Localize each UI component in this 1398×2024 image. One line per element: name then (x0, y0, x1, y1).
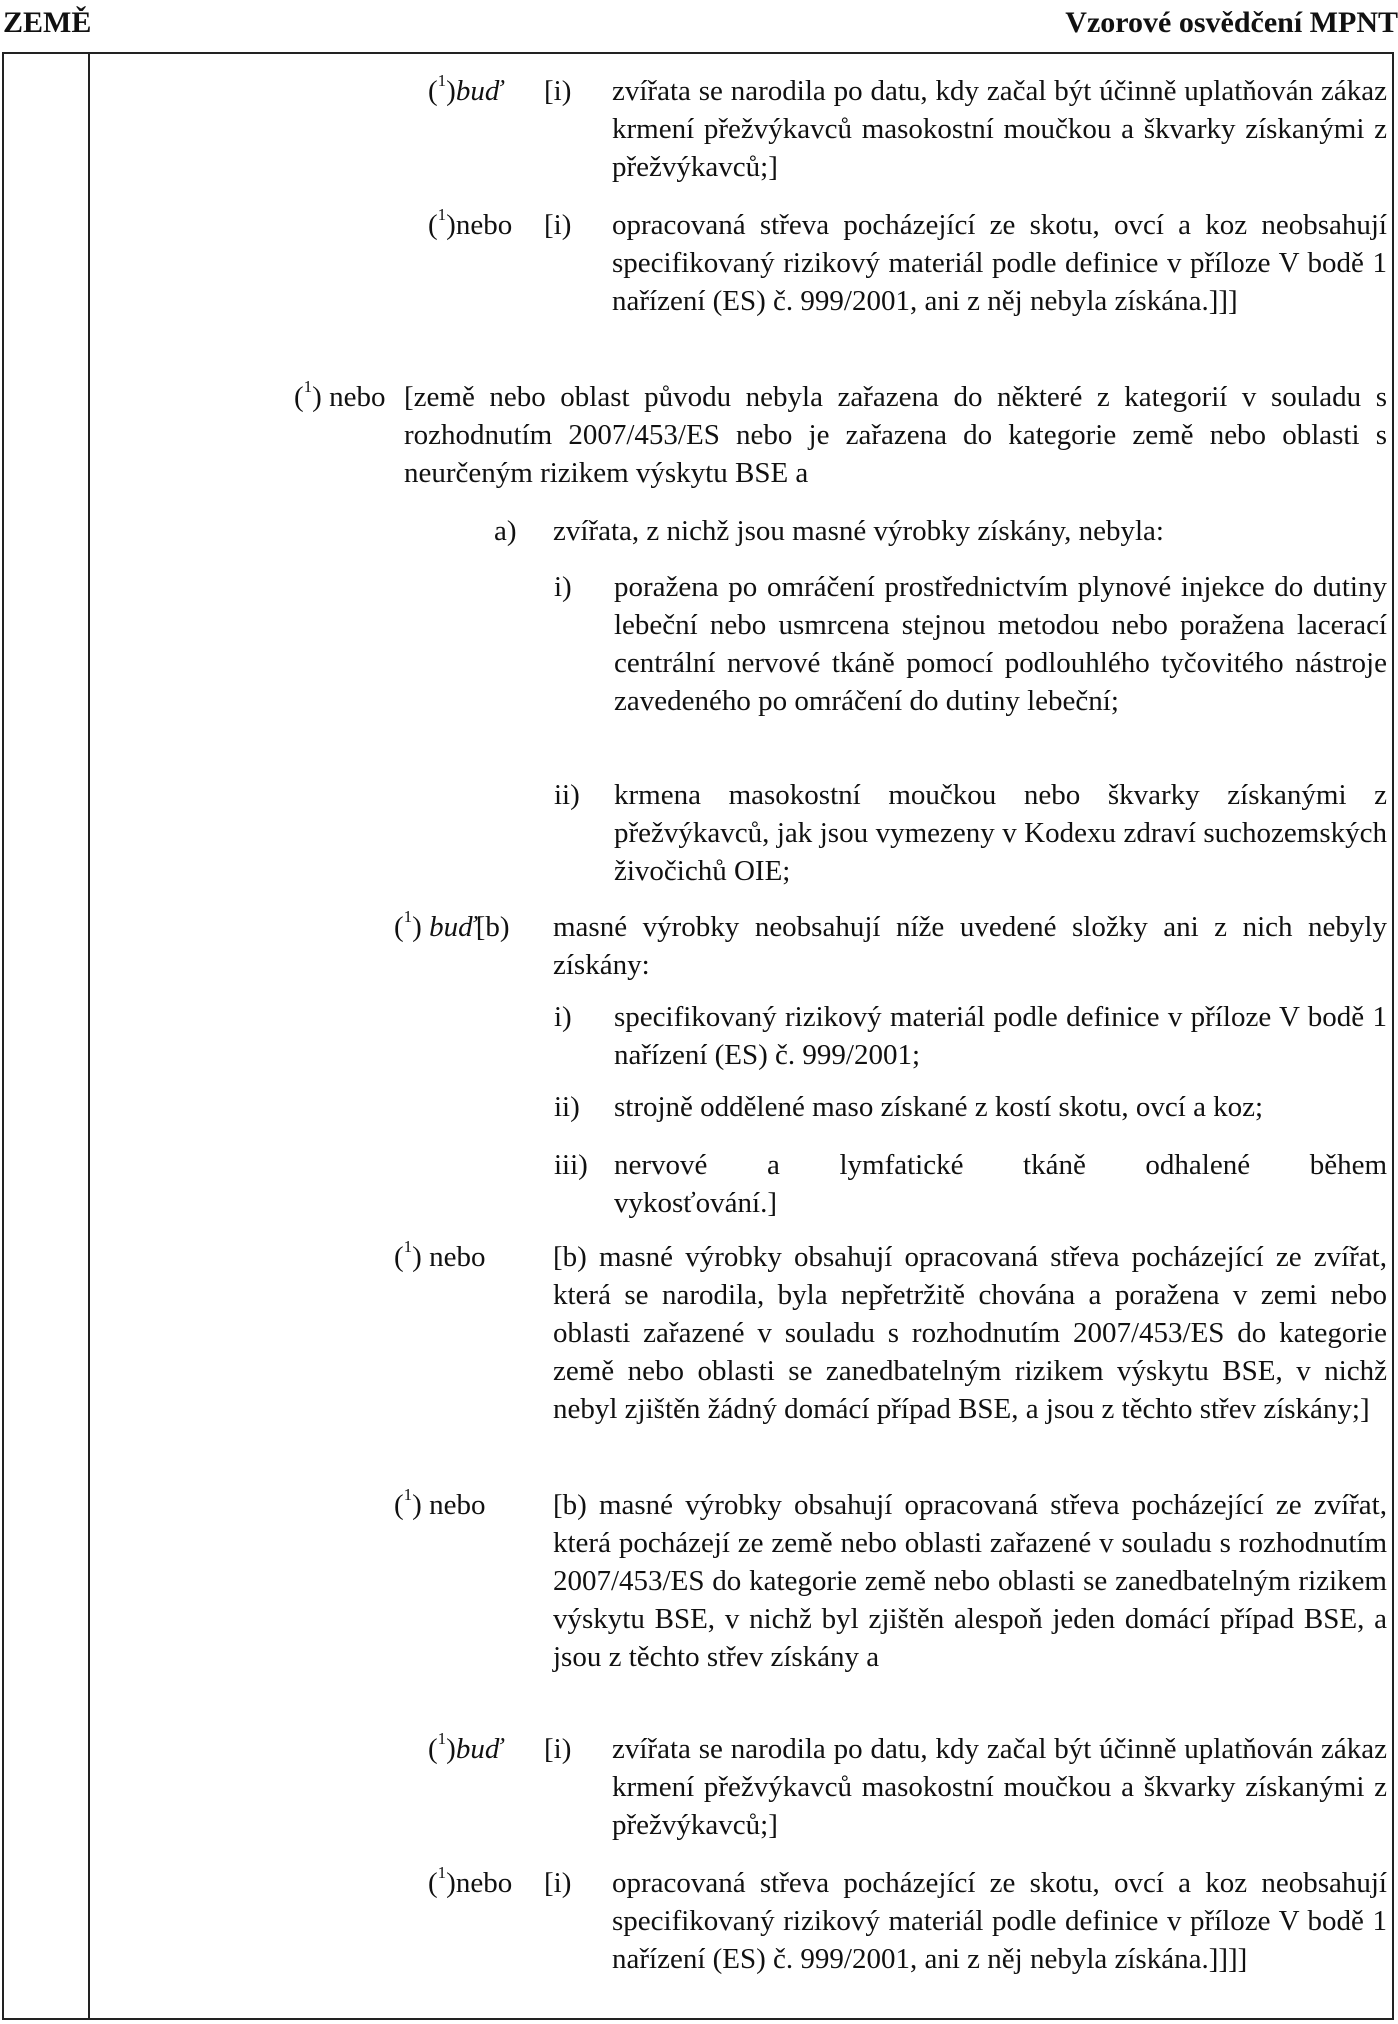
paragraph: masné výrobky neobsahují níže uvedené složky ani z nich nebyly získány: (553, 911, 1387, 981)
header-certificate-title: Vzorové osvědčení MPNT (1065, 6, 1398, 39)
item-marker: i) (554, 1001, 572, 1033)
option-label: ($^1$)nebo (428, 1863, 513, 1899)
item-marker: iii) (554, 1149, 588, 1181)
page-header (0, 0, 1398, 48)
paragraph: opracovaná střeva pocházející ze skotu, ovcí a koz neobsahují specifikovaný rizikový materiál podle definice v příloze V bodě 1 nařízení (ES) č. 999/2001, ani z něj nebyla získána.]]]] (612, 1867, 1387, 1975)
item-marker: ii) (554, 779, 580, 811)
item-marker: [i) (544, 1733, 572, 1765)
option-label: ($^1$) buď[b) (394, 907, 510, 943)
item-marker: [i) (544, 75, 572, 107)
paragraph (614, 1146, 1387, 1222)
item-marker: i) (554, 571, 572, 603)
paragraph: specifikovaný rizikový materiál podle definice v příloze V bodě 1 nařízení (ES) č. 999/2001; (614, 1001, 1387, 1071)
paragraph-line: vykosťování.] (614, 1187, 778, 1219)
option-label: ($^1$) nebo (294, 377, 386, 413)
item-marker: [i) (544, 1867, 572, 1899)
certificate-table (2, 52, 1394, 2020)
item-marker: ii) (554, 1091, 580, 1123)
paragraph: zvířata, z nichž jsou masné výrobky získány, nebyla: (553, 515, 1164, 547)
paragraph: zvířata se narodila po datu, kdy začal být účinně uplatňován zákaz krmení přežvýkavců masokostní moučkou a škvarky získanými z přežvýkavců;] (612, 75, 1387, 183)
option-label: ($^1$)buď (428, 1729, 503, 1765)
option-label: ($^1$)buď (428, 71, 503, 107)
paragraph: [b) masné výrobky obsahují opracovaná střeva pocházející ze zvířat, která se narodila, byla nepřetržitě chována a poražena v zemi nebo oblasti zařazené v souladu s rozhodnutím 2007/453/ES do kategorie země nebo oblasti se zanedbatelným rizikem výskytu BSE, v nichž nebyl zjištěn žádný domácí případ BSE, a jsou z těchto střev získány;] (553, 1241, 1387, 1425)
option-label: ($^1$) nebo (394, 1237, 486, 1273)
header-country: ZEMĚ (3, 6, 92, 39)
paragraph-line: nervové a lymfatické tkáně odhalené během (614, 1149, 1387, 1181)
paragraph: [země nebo oblast původu nebyla zařazena do některé z kategorií v souladu s rozhodnutím 2007/453/ES nebo je zařazena do kategorie země nebo oblasti s neurčeným rizikem výskytu BSE a (404, 381, 1387, 489)
column-divider (88, 54, 90, 2018)
item-marker: a) (494, 515, 517, 547)
option-label: ($^1$)nebo (428, 205, 513, 241)
paragraph: zvířata se narodila po datu, kdy začal být účinně uplatňován zákaz krmení přežvýkavců masokostní moučkou a škvarky získanými z přežvýkavců;] (612, 1733, 1387, 1841)
paragraph: [b) masné výrobky obsahují opracovaná střeva pocházející ze zvířat, která pocházejí ze země nebo oblasti zařazené v souladu s rozhodnutím 2007/453/ES do kategorie země nebo oblasti se zanedbatelným rizikem výskytu BSE, v nichž byl zjištěn alespoň jeden domácí případ BSE, a jsou z těchto střev získány a (553, 1489, 1387, 1673)
paragraph: krmena masokostní moučkou nebo škvarky získanými z přežvýkavců, jak jsou vymezeny v Kodexu zdraví suchozemských živočichů OIE; (614, 779, 1387, 887)
option-label: ($^1$) nebo (394, 1485, 486, 1521)
paragraph: strojně oddělené maso získané z kostí skotu, ovcí a koz; (614, 1091, 1264, 1123)
paragraph: poražena po omráčení prostřednictvím plynové injekce do dutiny lebeční nebo usmrcena stejnou metodou nebo poražena lacerací centrální nervové tkáně pomocí podlouhlého tyčovitého nástroje zavedeného po omráčení do dutiny lebeční; (614, 571, 1387, 717)
paragraph: opracovaná střeva pocházející ze skotu, ovcí a koz neobsahují specifikovaný rizikový materiál podle definice v příloze V bodě 1 nařízení (ES) č. 999/2001, ani z něj nebyla získána.]]] (612, 209, 1387, 317)
item-marker: [i) (544, 209, 572, 241)
